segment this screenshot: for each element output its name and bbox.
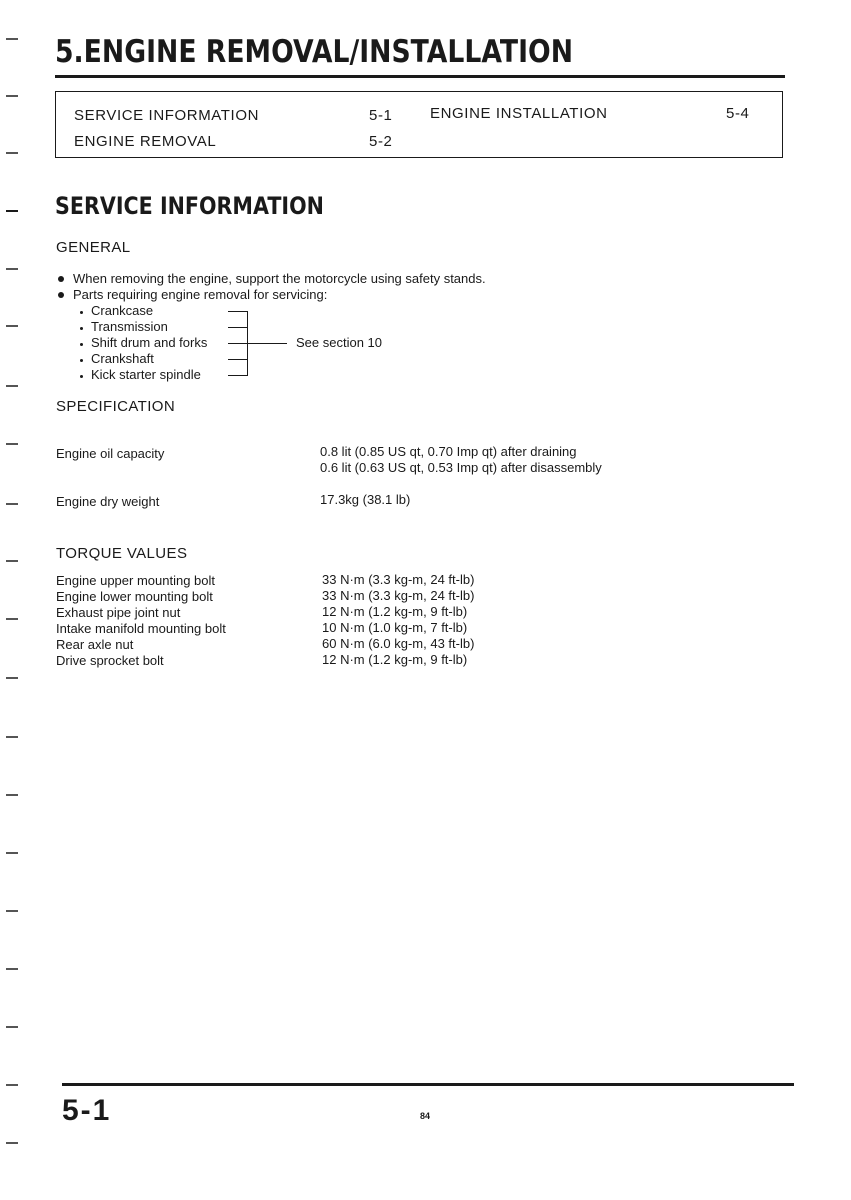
- edge-mark: [6, 95, 18, 97]
- torque-value: 60 N·m (6.0 kg-m, 43 ft-lb): [322, 636, 475, 651]
- sub-bullet-dot: [80, 327, 83, 330]
- part-item: Crankcase: [91, 303, 154, 318]
- torque-value: 12 N·m (1.2 kg-m, 9 ft-lb): [322, 604, 468, 619]
- torque-label: Exhaust pipe joint nut: [56, 605, 181, 620]
- spec-value: 17.3kg (38.1 lb): [320, 492, 411, 507]
- spec-label: Engine oil capacity: [56, 446, 165, 461]
- torque-label: Engine lower mounting bolt: [56, 589, 213, 604]
- bracket-tick: [228, 343, 248, 344]
- toc-engine-removal-link[interactable]: ENGINE REMOVAL: [74, 133, 217, 150]
- torque-value: 10 N·m (1.0 kg-m, 7 ft-lb): [322, 620, 468, 635]
- torque-value: 33 N·m (3.3 kg-m, 24 ft-lb): [322, 588, 475, 603]
- toc-engine-removal-page: 5-2: [369, 133, 393, 150]
- spec-value: 0.8 lit (0.85 US qt, 0.70 Imp qt) after draining: [320, 444, 577, 459]
- page-number: 5-1: [62, 1094, 112, 1127]
- edge-mark: [6, 910, 18, 912]
- edge-mark: [6, 503, 18, 505]
- section-heading: SERVICE INFORMATION: [55, 192, 324, 220]
- toc-engine-installation-page: 5-4: [726, 105, 750, 122]
- sub-bullet-dot: [80, 311, 83, 314]
- specification-heading: SPECIFICATION: [56, 398, 176, 415]
- edge-mark: [6, 325, 18, 327]
- torque-label: Drive sprocket bolt: [56, 653, 164, 668]
- title-rule: [55, 75, 785, 78]
- general-heading: GENERAL: [56, 239, 131, 256]
- torque-label: Rear axle nut: [56, 637, 134, 652]
- edge-mark: [6, 1026, 18, 1028]
- sub-bullet-dot: [80, 375, 83, 378]
- part-item: Transmission: [91, 319, 168, 334]
- edge-mark: [6, 852, 18, 854]
- edge-mark: [6, 268, 18, 270]
- bracket-tick: [228, 359, 248, 360]
- footer-rule: [62, 1083, 794, 1086]
- bracket-tick: [228, 375, 248, 376]
- torque-label: Intake manifold mounting bolt: [56, 621, 226, 636]
- edge-mark: [6, 560, 18, 562]
- toc-service-information-page: 5-1: [369, 107, 393, 124]
- sheet-number: 84: [420, 1111, 431, 1121]
- edge-mark: [6, 210, 18, 212]
- edge-mark: [6, 968, 18, 970]
- parts-reference: See section 10: [296, 335, 383, 350]
- bracket-tick: [228, 311, 248, 312]
- toc-service-information-link[interactable]: SERVICE INFORMATION: [74, 107, 260, 124]
- part-item: Shift drum and forks: [91, 335, 208, 350]
- torque-label: Engine upper mounting bolt: [56, 573, 216, 588]
- bullet-dot: [58, 276, 64, 282]
- edge-mark: [6, 1142, 18, 1144]
- edge-mark: [6, 618, 18, 620]
- chapter-title: 5.ENGINE REMOVAL/INSTALLATION: [55, 34, 574, 70]
- bullet-dot: [58, 292, 64, 298]
- spec-label: Engine dry weight: [56, 494, 160, 509]
- edge-mark: [6, 1084, 18, 1086]
- part-item: Kick starter spindle: [91, 367, 201, 382]
- bracket-tick: [228, 327, 248, 328]
- spec-value: 0.6 lit (0.63 US qt, 0.53 Imp qt) after disassembly: [320, 460, 602, 475]
- bracket-pointer: [247, 343, 287, 344]
- torque-heading: TORQUE VALUES: [56, 545, 188, 562]
- general-bullet-1: When removing the engine, support the motorcycle using safety stands.: [73, 271, 486, 286]
- part-item: Crankshaft: [91, 351, 154, 366]
- general-bullet-2: Parts requiring engine removal for servicing:: [73, 287, 328, 302]
- edge-mark: [6, 385, 18, 387]
- edge-mark: [6, 152, 18, 154]
- sub-bullet-dot: [80, 359, 83, 362]
- torque-value: 33 N·m (3.3 kg-m, 24 ft-lb): [322, 572, 475, 587]
- torque-value: 12 N·m (1.2 kg-m, 9 ft-lb): [322, 652, 468, 667]
- edge-mark: [6, 443, 18, 445]
- sub-bullet-dot: [80, 343, 83, 346]
- edge-mark: [6, 677, 18, 679]
- toc-engine-installation-link[interactable]: ENGINE INSTALLATION: [430, 105, 608, 122]
- edge-mark: [6, 38, 18, 40]
- edge-mark: [6, 736, 18, 738]
- edge-mark: [6, 794, 18, 796]
